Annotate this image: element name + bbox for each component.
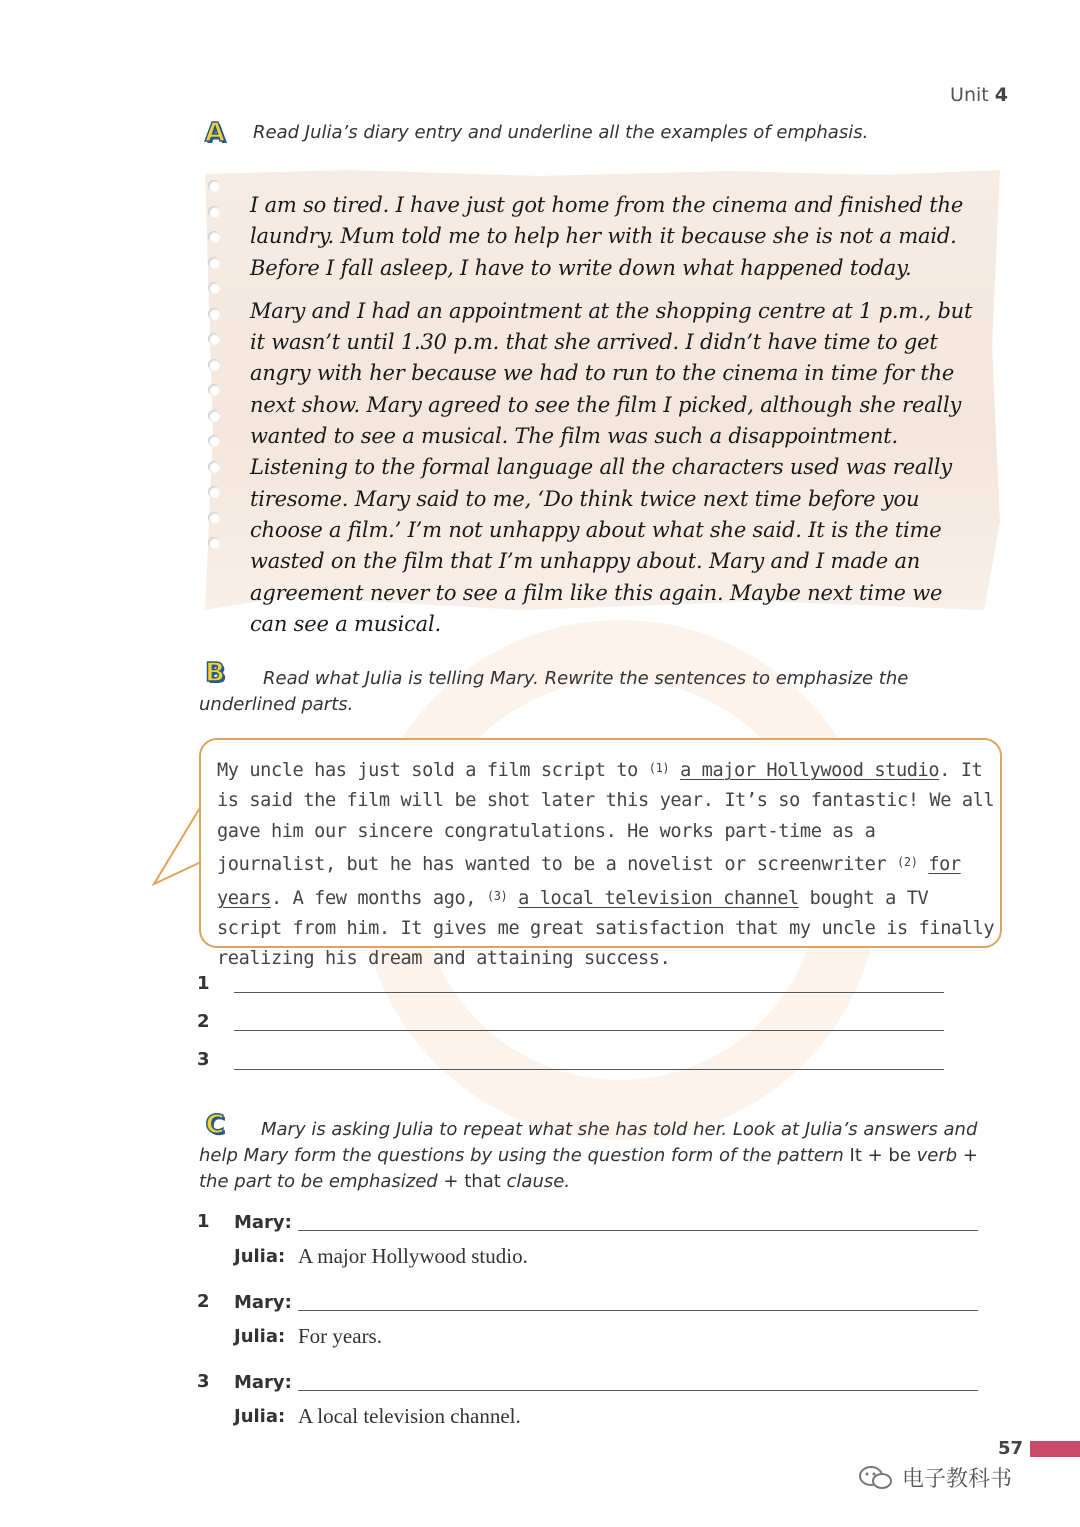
wechat-icon — [858, 1464, 894, 1492]
underlined-part-2: for years — [217, 854, 961, 909]
page-number-bar — [1030, 1441, 1080, 1457]
answer-number: 2 — [197, 1011, 210, 1032]
notebook-holes — [208, 180, 228, 580]
section-b-instruction: Read what Julia is telling Mary. Rewrite the sentences to emphasize the underlined parts. — [199, 668, 909, 715]
answer-line[interactable] — [234, 992, 944, 993]
answer-line[interactable] — [234, 1030, 944, 1031]
underlined-part-3: a local television channel — [518, 887, 799, 909]
mary-answer-line[interactable] — [298, 1310, 978, 1311]
answer-number: 1 — [197, 973, 210, 994]
mary-answer-line[interactable] — [298, 1230, 978, 1231]
answer-line[interactable] — [234, 1069, 944, 1070]
diary-paragraph: Mary and I had an appointment at the shopping centre at 1 p.m., but it wasn’t until 1.30 p.m. that she arrived. I didn’t have time to get angry with her because we had to run to the cinema in time for the next show. Mary agreed to see the film I picked, although she really wanted to see a musical. The film was such a disappointment. Listening to the formal language all the characters used was really tiresome. Mary said to me, ‘Do think twice next time before you choose a film.’ I’m not unhappy about what she said. It is the time wasted on the film that I’m unhappy about. Mary and I made an agreement never to see a film like this again. Maybe next time we can see a musical. — [250, 298, 973, 636]
section-a-instruction: Read Julia’s diary entry and underline all the examples of emphasis. — [253, 122, 869, 143]
question-number: 2 — [197, 1291, 210, 1312]
diary-paragraph: I am so tired. I have just got home from the cinema and finished the laundry. Mum told me to help her with it because she is not a maid. Before I fall asleep, I have to write down what happened today. — [250, 193, 964, 280]
julia-label: Julia: — [234, 1246, 286, 1267]
speech-bubble-text: My uncle has just sold a film script to $^{(1)}$ a major Hollywood studio. It is said the film will be shot later this year. It’s so fantastic! We all gave him our sincere congratulations. He works part-time as a journalist, but he has wanted to be a novelist or screenwriter $^{(2)}$ for years. A few months ago, $^{(3)}$ a local television channel bought a TV script from him. It gives me great satisfaction that my uncle is finally realizing his dream and attaining success. — [217, 760, 995, 970]
section-b-badge: B — [205, 658, 225, 688]
page-number: 57 — [997, 1438, 1023, 1459]
mary-label: Mary: — [234, 1292, 292, 1313]
unit-label: Unit 4 — [950, 84, 1008, 106]
underlined-part-1: a major Hollywood studio — [680, 760, 940, 781]
question-number: 3 — [197, 1371, 210, 1392]
julia-answer: A major Hollywood studio. — [298, 1244, 528, 1268]
watermark: 电子教科书 — [858, 1462, 1012, 1493]
answer-number: 3 — [197, 1049, 210, 1070]
julia-answer: A local television channel. — [298, 1404, 521, 1428]
julia-answer: For years. — [298, 1324, 382, 1348]
mary-label: Mary: — [234, 1212, 292, 1233]
section-c-badge: C — [205, 1110, 225, 1140]
question-number: 1 — [197, 1211, 210, 1232]
diary-entry — [250, 190, 985, 652]
section-c-instruction: Mary is asking Julia to repeat what she has told her. Look at Julia’s answers and help Mary form the questions by using the question form of the pattern It + be verb + the part to be emphasized + that clause. — [199, 1119, 978, 1192]
section-a-badge: A — [204, 118, 226, 148]
julia-label: Julia: — [234, 1406, 286, 1427]
mary-label: Mary: — [234, 1372, 292, 1393]
mary-answer-line[interactable] — [298, 1390, 978, 1391]
julia-label: Julia: — [234, 1326, 286, 1347]
